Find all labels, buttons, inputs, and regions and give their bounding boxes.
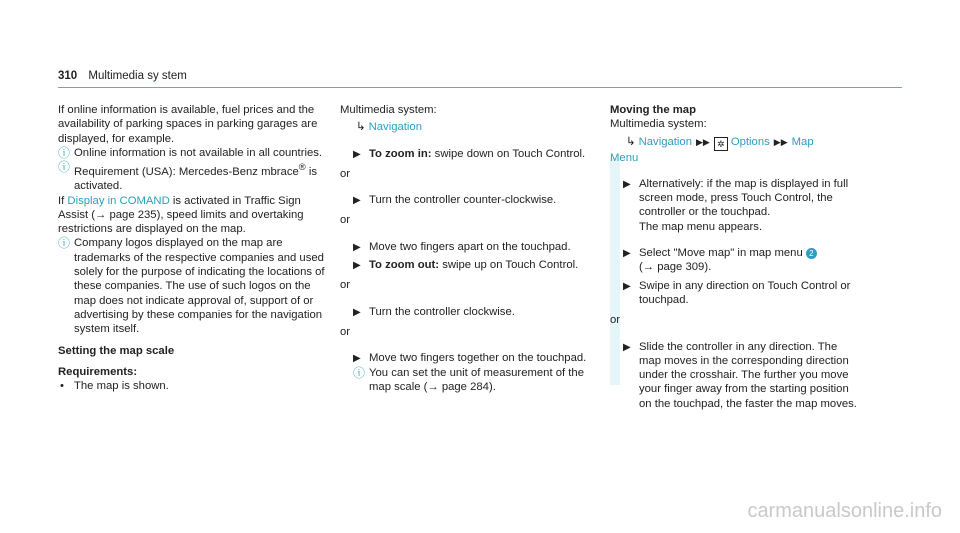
arrow-right-icon: ▶ — [623, 280, 631, 292]
chevron-right-icon: ▶▶ — [773, 136, 788, 147]
watermark: carmanualsonline.info — [747, 500, 942, 522]
text: The map is shown. — [74, 380, 169, 393]
page-number: 310 — [58, 70, 78, 82]
submenu-arrow-icon: ↳ — [626, 135, 636, 148]
step-swipe — [610, 279, 860, 308]
text: (→ page 309). — [639, 261, 712, 274]
text: Move two fingers together on the touchpad. — [369, 352, 587, 365]
heading-moving-map: Moving the map — [610, 104, 696, 116]
note-text: Company logos displayed on the map are trademarks of the respective companies and used solely for the purpose of indicating the locations of these companies. The use of such logos on the map does not indicate approval of, support of or advertising by these companies for the navigation system itself. — [74, 237, 325, 336]
column-2 — [340, 103, 590, 394]
step-fingers-together — [340, 351, 590, 365]
text: Move two fingers apart on the touchpad. — [369, 240, 571, 253]
or-text: or — [340, 167, 351, 180]
text: swipe down on Touch Control. — [431, 147, 586, 160]
text: is activated in Traffic Sign Assist (→ page 235), speed limits and overtaking restrictions are displayed on the map. — [58, 194, 304, 236]
arrow-right-icon: ▶ — [353, 241, 361, 253]
text: Turn the controller clockwise. — [369, 305, 515, 318]
menu-path — [340, 120, 590, 134]
info-icon: ⓘ — [58, 145, 71, 160]
text: The map menu appears. — [639, 220, 763, 233]
note-text: You can set the unit of measurement of the map scale (→ page 284). — [369, 366, 584, 393]
step-slide-controller — [610, 340, 860, 411]
heading-map-scale: Setting the map scale — [58, 344, 175, 357]
note-requirement — [58, 160, 328, 193]
arrow-right-icon: ▶ — [353, 195, 361, 207]
or-text: or — [340, 325, 351, 338]
note-map-scale — [353, 366, 590, 395]
registered-mark: ® — [298, 161, 306, 173]
navigation-link[interactable]: Navigation — [638, 135, 692, 148]
traffic-sign-paragraph — [58, 194, 328, 237]
arrow-right-icon: ▶ — [353, 260, 361, 272]
display-in-comand-link[interactable]: Display in COMAND — [67, 194, 170, 207]
text: If — [58, 194, 68, 207]
menu-path — [610, 135, 860, 151]
text: Turn the controller counter-clockwise. — [369, 194, 557, 207]
arrow-right-icon: ▶ — [623, 248, 631, 260]
options-link[interactable]: Options — [730, 135, 770, 148]
arrow-right-icon: ▶ — [353, 353, 361, 365]
note-logos — [58, 236, 328, 336]
arrow-right-icon: ▶ — [353, 148, 361, 160]
system-label: Multimedia system: — [610, 118, 707, 131]
page-header — [58, 70, 187, 82]
bullet-icon: • — [60, 380, 64, 393]
step-counter-clockwise — [340, 193, 590, 207]
step-alternatively — [610, 177, 860, 234]
step-zoom-out — [340, 258, 590, 272]
section-title: Multimedia sy stem — [88, 70, 187, 82]
header-rule — [58, 87, 902, 88]
note-online — [58, 146, 328, 160]
info-icon: ⓘ — [58, 160, 71, 175]
info-icon: ⓘ — [353, 365, 366, 380]
arrow-right-icon: ▶ — [623, 341, 631, 353]
text: swipe up on Touch Control. — [439, 259, 579, 272]
column-1 — [58, 103, 328, 393]
step-fingers-apart — [340, 240, 590, 254]
or-text: or — [340, 214, 351, 227]
label: To zoom out: — [369, 259, 440, 272]
submenu-arrow-icon: ↳ — [356, 121, 366, 134]
text: Swipe in any direction on Touch Control or touchpad. — [639, 279, 851, 306]
note-text: is activated. — [74, 165, 318, 193]
chevron-right-icon: ▶▶ — [696, 136, 710, 147]
options-icon: ✲ — [714, 137, 728, 151]
text: Alternatively: if the map is displayed in full screen mode, press Touch Control, the controller or the touchpad. — [639, 177, 849, 219]
label: To zoom in: — [369, 147, 432, 160]
arrow-right-icon: ▶ — [353, 306, 361, 318]
text: Slide the controller in any direction. The map moves in the corresponding direction under the crosshair. The further you move your finger away from the starting position on the touchpad, the faster the map moves. — [639, 340, 857, 410]
step-clockwise — [340, 305, 590, 319]
system-label: Multimedia system: — [340, 104, 437, 116]
arrow-right-icon: ▶ — [623, 178, 631, 190]
callout-number: 2 — [806, 248, 817, 259]
text: Select "Move map" in map menu — [639, 247, 806, 260]
map-link[interactable]: Map — [791, 135, 814, 148]
or-text: or — [340, 279, 351, 292]
navigation-link[interactable]: Navigation — [368, 121, 422, 134]
requirements-label: Requirements: — [58, 365, 138, 378]
info-icon: ⓘ — [58, 236, 71, 251]
note-text: Online information is not available in all countries. — [74, 146, 323, 159]
intro-paragraph: If online information is available, fuel prices and the availability of parking spaces in parking garages are displayed, for example. — [58, 104, 318, 145]
or-text: or — [610, 314, 621, 327]
menu-link[interactable]: Menu — [610, 151, 639, 164]
column-3 — [610, 103, 860, 411]
step-select-move-map — [610, 246, 860, 275]
requirement-item — [58, 379, 328, 393]
step-zoom-in — [340, 147, 590, 161]
note-text: Requirement (USA): Mercedes-Benz mbrace — [74, 165, 299, 178]
